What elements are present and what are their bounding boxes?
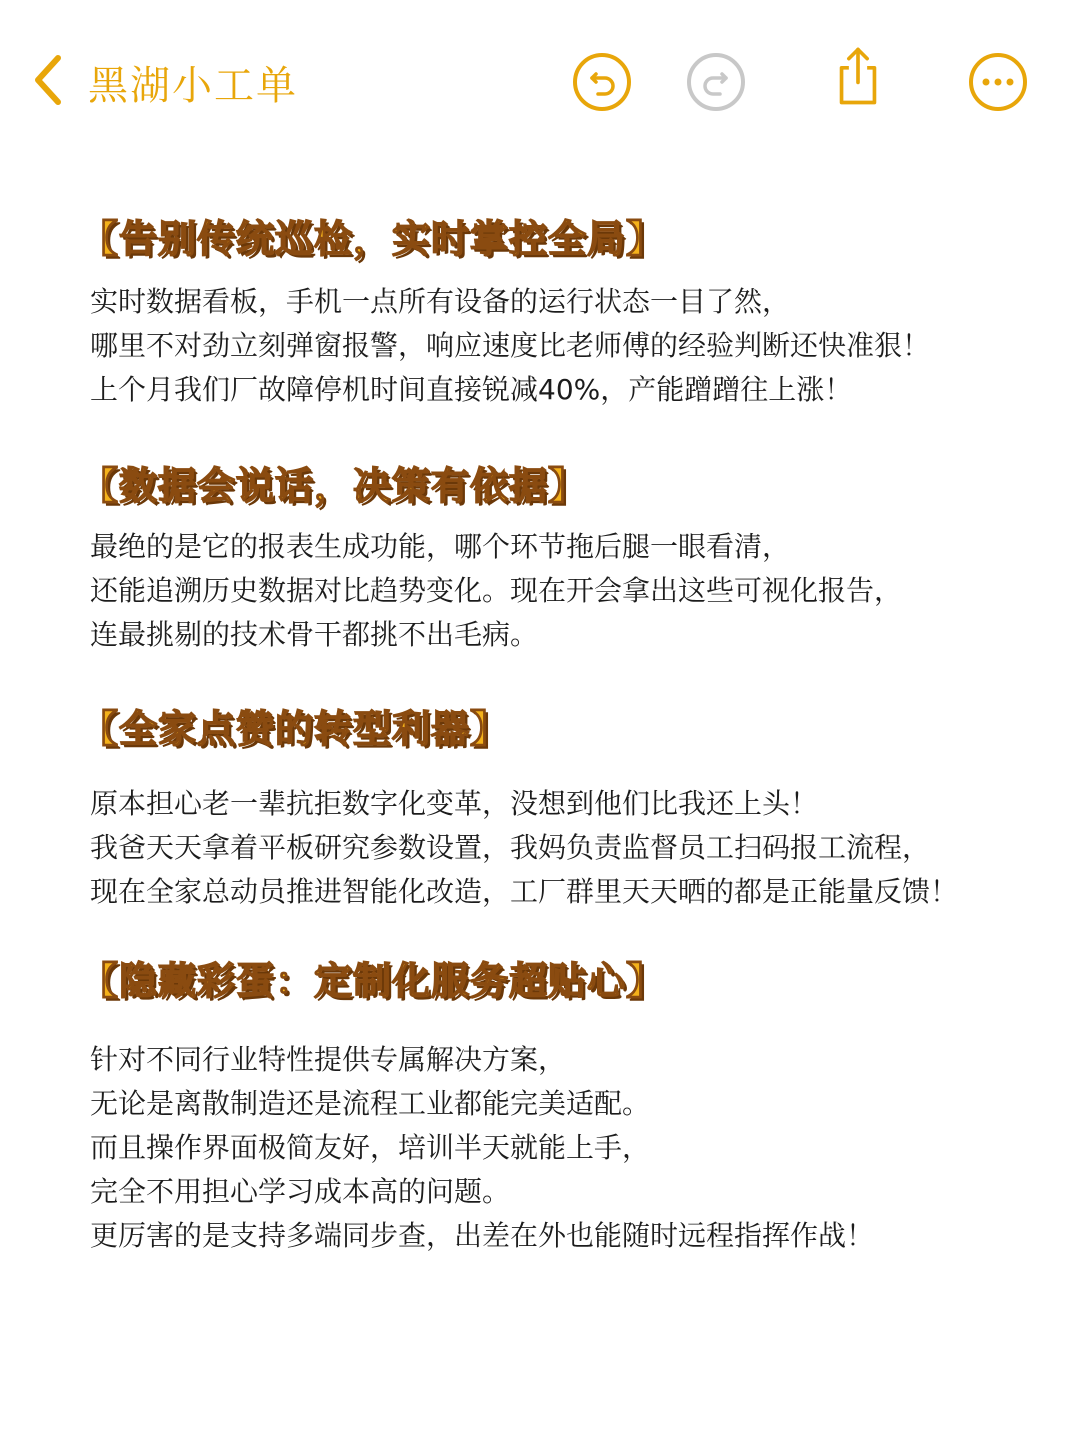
- redo-button[interactable]: [684, 50, 748, 114]
- chevron-left-icon: [28, 50, 68, 114]
- toolbar: [0, 0, 1080, 165]
- section-heading-2: 【数据会说话，决策有依据】: [80, 464, 588, 508]
- paragraph-line: 我爸天天拿着平板研究参数设置，我妈负责监督员工扫码报工流程，: [90, 831, 931, 864]
- share-icon: [826, 44, 890, 108]
- section-paragraph-2: [90, 525, 1050, 657]
- paragraph-line: 上个月我们厂故障停机时间直接锐减40%，产能蹭蹭往上涨！: [90, 373, 853, 406]
- paragraph-line: 无论是离散制造还是流程工业都能完美适配。: [90, 1087, 651, 1120]
- paragraph-line: 哪里不对劲立刻弹窗报警，响应速度比老师傅的经验判断还快准狠！: [90, 329, 931, 362]
- more-button[interactable]: [966, 50, 1030, 114]
- paragraph-line: 还能追溯历史数据对比趋势变化。现在开会拿出这些可视化报告，: [90, 574, 903, 607]
- undo-icon: [570, 50, 634, 114]
- section-heading-1: 【告别传统巡检，实时掌控全局】: [80, 217, 666, 261]
- paragraph-line: 连最挑剔的技术骨干都挑不出毛病。: [90, 618, 539, 651]
- undo-button[interactable]: [570, 50, 634, 114]
- section-paragraph-1: [90, 280, 1050, 412]
- redo-icon: [684, 50, 748, 114]
- section-heading-4: 【隐藏彩蛋：定制化服务超贴心】: [80, 959, 666, 1003]
- paragraph-line: 针对不同行业特性提供专属解决方案，: [90, 1043, 567, 1076]
- paragraph-line: 更厉害的是支持多端同步查，出差在外也能随时远程指挥作战！: [90, 1219, 875, 1252]
- paragraph-line: 而且操作界面极简友好，培训半天就能上手，: [90, 1131, 651, 1164]
- paragraph-line: 实时数据看板，手机一点所有设备的运行状态一目了然，: [90, 285, 791, 318]
- paragraph-line: 完全不用担心学习成本高的问题。: [90, 1175, 511, 1208]
- back-button[interactable]: [28, 50, 298, 114]
- section-paragraph-4: [90, 1038, 1050, 1258]
- share-button[interactable]: [826, 44, 890, 108]
- paragraph-line: 原本担心老一辈抗拒数字化变革，没想到他们比我还上头！: [90, 787, 819, 820]
- more-icon: [966, 50, 1030, 114]
- section-paragraph-3: [90, 782, 1050, 914]
- section-heading-3: 【全家点赞的转型利器】: [80, 707, 510, 751]
- back-label: 黑湖小工单: [88, 62, 298, 109]
- paragraph-line: 最绝的是它的报表生成功能，哪个环节拖后腿一眼看清，: [90, 530, 791, 563]
- paragraph-line: 现在全家总动员推进智能化改造，工厂群里天天晒的都是正能量反馈！: [90, 875, 959, 908]
